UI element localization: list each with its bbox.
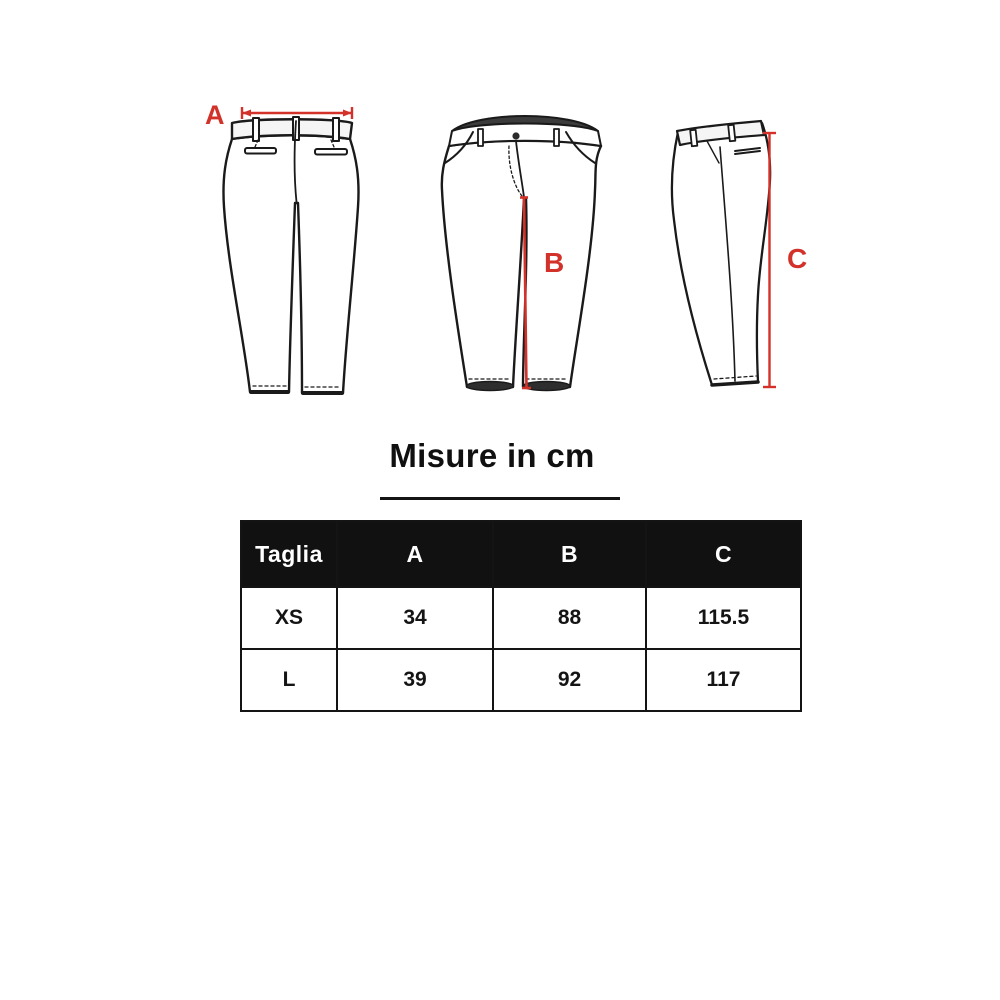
cell-measure-c: 115.5	[646, 587, 801, 649]
cell-size: L	[241, 649, 337, 711]
table-row-l	[241, 649, 801, 711]
measure-label-b: B	[544, 247, 565, 278]
size-table-header-row	[241, 521, 801, 587]
cell-measure-c: 117	[646, 649, 801, 711]
cell-measure-b: 88	[493, 587, 646, 649]
belt-loop	[554, 129, 559, 146]
measure-label-a: A	[205, 100, 225, 130]
back-pocket-welt	[315, 149, 347, 155]
cell-measure-a: 34	[337, 587, 493, 649]
trousers-side-view	[663, 105, 813, 395]
cell-size: XS	[241, 587, 337, 649]
measure-label-c: C	[787, 243, 808, 274]
column-header-b: B	[493, 521, 646, 587]
belt-loop	[333, 118, 339, 141]
belt-loop	[478, 129, 483, 146]
column-header-c: C	[646, 521, 801, 587]
belt-loop	[690, 130, 697, 146]
cell-measure-b: 92	[493, 649, 646, 711]
page-title: Misure in cm	[389, 437, 595, 474]
back-pocket-welt	[245, 148, 276, 154]
size-table	[240, 520, 802, 712]
title-underline	[380, 497, 620, 500]
column-header-taglia: Taglia	[241, 521, 337, 587]
table-row-xs	[241, 587, 801, 649]
cell-measure-a: 39	[337, 649, 493, 711]
column-header-a: A	[337, 521, 493, 587]
belt-loop	[728, 125, 735, 141]
back-view-body	[223, 135, 358, 393]
waist-button	[512, 132, 519, 139]
trousers-front-view	[438, 100, 613, 400]
trousers-back-view	[198, 95, 378, 410]
hem-opening	[467, 382, 514, 391]
belt-loop	[253, 118, 259, 141]
